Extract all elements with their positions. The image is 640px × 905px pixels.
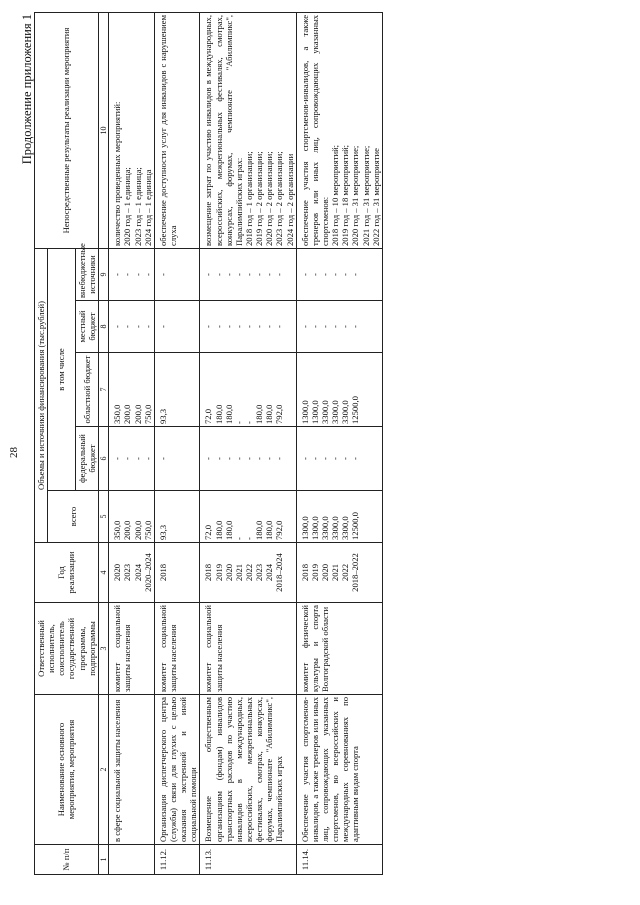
activity-name: Организация диспетчерского центра (службы) связи для глухих с целью оказания экстренной и иной социальной помощи bbox=[154, 695, 200, 845]
extrabudget-amounts-line: - bbox=[223, 273, 234, 276]
years-list-line: 2023 bbox=[254, 563, 265, 582]
federal-amounts-line: - bbox=[254, 457, 265, 460]
extrabudget-amounts-line: - bbox=[243, 273, 254, 276]
header-num: № п/п bbox=[35, 845, 99, 875]
years-list-line: 2018 bbox=[203, 563, 214, 582]
extrabudget-amounts bbox=[109, 248, 155, 300]
results-list-line: 2020 год – 2 организации; bbox=[264, 151, 275, 246]
results-list-line: 2022 год – 31 мероприятие bbox=[370, 148, 381, 246]
extrabudget-amounts-line: - bbox=[213, 273, 224, 276]
total-amounts-line: 200,0 bbox=[122, 520, 133, 540]
years-list-line: 2021 bbox=[330, 563, 341, 582]
results-list-line: 2021 год – 31 мероприятие; bbox=[360, 145, 371, 246]
results-list-line: количество проведенных мероприятий: bbox=[112, 101, 123, 246]
index-cell: 7 bbox=[98, 353, 108, 427]
local-amounts-line: - bbox=[243, 325, 254, 328]
federal-amounts bbox=[200, 427, 296, 491]
local-amounts-line: - bbox=[254, 325, 265, 328]
local-amounts bbox=[154, 301, 200, 353]
responsible-executor: комитет социальной защиты населения bbox=[200, 603, 296, 695]
federal-amounts-line: - bbox=[243, 457, 254, 460]
regional-amounts-line: 72,0 bbox=[203, 408, 214, 424]
federal-amounts-line: - bbox=[213, 457, 224, 460]
extrabudget-amounts-line: - bbox=[132, 273, 143, 276]
local-amounts-line: - bbox=[157, 325, 168, 328]
federal-amounts-line: - bbox=[157, 457, 168, 460]
table-row bbox=[154, 12, 200, 874]
federal-amounts bbox=[154, 427, 200, 491]
total-amounts-line: 12500,0 bbox=[350, 512, 361, 540]
extrabudget-amounts-line: - bbox=[142, 273, 153, 276]
total-amounts-line: - bbox=[233, 537, 244, 540]
regional-amounts bbox=[296, 353, 382, 427]
regional-amounts-line: 180,0 bbox=[213, 404, 224, 424]
federal-amounts-line: - bbox=[142, 457, 153, 460]
years-list-line: 2019 bbox=[309, 563, 320, 582]
total-amounts bbox=[200, 491, 296, 543]
total-amounts-line: 350,0 bbox=[112, 520, 123, 540]
regional-amounts-line: 180,0 bbox=[264, 404, 275, 424]
regional-amounts-line: 180,0 bbox=[223, 404, 234, 424]
header-name: Наименование основного мероприятия, мероприятия bbox=[35, 695, 99, 845]
table-row bbox=[296, 12, 382, 874]
federal-amounts-line: - bbox=[340, 457, 351, 460]
index-cell: 3 bbox=[98, 603, 108, 695]
index-cell: 1 bbox=[98, 845, 108, 875]
regional-amounts-line: 200,0 bbox=[132, 404, 143, 424]
results-list-line: 2019 год – 2 организации; bbox=[254, 151, 265, 246]
index-cell: 5 bbox=[98, 491, 108, 543]
local-amounts-line: - bbox=[213, 325, 224, 328]
total-amounts-line: 180,0 bbox=[223, 520, 234, 540]
header-regional: областной бюджет bbox=[75, 353, 98, 427]
local-amounts-line: - bbox=[330, 325, 341, 328]
results-list-line: 2018 год – 10 мероприятий; bbox=[330, 144, 341, 246]
local-amounts bbox=[200, 301, 296, 353]
years-list-line: 2018–2024 bbox=[274, 553, 285, 592]
results-list bbox=[200, 12, 296, 248]
results-list-line: 2024 год – 2 организации bbox=[284, 153, 295, 246]
results-list-line: возмещение затрат по участию инвалидов в международных, всероссийских, межрегиональных фестивалях, смотрах, конкурсах, форумах, чемпионате "Абилимпикс", Паралимпийских играх: bbox=[203, 14, 244, 246]
regional-amounts-line: 750,0 bbox=[142, 404, 153, 424]
results-list-line: 2018 год – 1 организации; bbox=[243, 151, 254, 246]
years-list-line: 2020 bbox=[319, 563, 330, 582]
years-list-line: 2018 bbox=[157, 563, 168, 582]
extrabudget-amounts-line: - bbox=[319, 273, 330, 276]
local-amounts bbox=[296, 301, 382, 353]
total-amounts bbox=[109, 491, 155, 543]
index-cell: 8 bbox=[98, 301, 108, 353]
total-amounts-line: 72,0 bbox=[203, 524, 214, 540]
years-list-line: 2024 bbox=[132, 563, 143, 582]
header-extrabudget: внебюджетные источники bbox=[75, 248, 98, 300]
years-list-line: 2021 bbox=[233, 563, 244, 582]
extrabudget-amounts-line: - bbox=[122, 273, 133, 276]
activity-name: Возмещение общественным организациям (фондам) инвалидов транспортных расходов по участию инвалидов в международных, всероссийских, межрегиональных фестивалях, смотрах, конкурсах, форумах, чемпионате "Абилимпикс", Паралимпийских играх bbox=[200, 695, 296, 845]
years-list-line: 2019 bbox=[213, 563, 224, 582]
responsible-executor: комитет социальной защиты населения bbox=[109, 603, 155, 695]
federal-amounts-line: - bbox=[264, 457, 275, 460]
years-list-line: 2020 bbox=[112, 563, 123, 582]
federal-amounts-line: - bbox=[233, 457, 244, 460]
table-row bbox=[200, 12, 296, 874]
regional-amounts-line: 3300,0 bbox=[330, 400, 341, 424]
results-list bbox=[109, 12, 155, 248]
total-amounts-line: 180,0 bbox=[264, 520, 275, 540]
total-amounts-line: 792,0 bbox=[274, 520, 285, 540]
federal-amounts-line: - bbox=[330, 457, 341, 460]
total-amounts-line: 3300,0 bbox=[319, 516, 330, 540]
extrabudget-amounts-line: - bbox=[340, 273, 351, 276]
regional-amounts-line: 1300,0 bbox=[299, 400, 310, 424]
total-amounts-line: 3300,0 bbox=[330, 516, 341, 540]
row-number: 11.12. bbox=[154, 845, 200, 875]
local-amounts-line: - bbox=[299, 325, 310, 328]
header-local: местный бюджет bbox=[75, 301, 98, 353]
index-cell: 2 bbox=[98, 695, 108, 845]
federal-amounts-line: - bbox=[274, 457, 285, 460]
local-amounts-line: - bbox=[112, 325, 123, 328]
table-row bbox=[109, 12, 155, 874]
table-header bbox=[35, 12, 109, 874]
header-federal: федеральный бюджет bbox=[75, 427, 98, 491]
row-number: 11.13. bbox=[200, 845, 296, 875]
local-amounts-line: - bbox=[233, 325, 244, 328]
regional-amounts bbox=[109, 353, 155, 427]
extrabudget-amounts-line: - bbox=[330, 273, 341, 276]
extrabudget-amounts bbox=[296, 248, 382, 300]
column-index-row bbox=[98, 12, 108, 874]
years-list-line: 2020–2024 bbox=[142, 553, 153, 592]
regional-amounts-line: 3300,0 bbox=[319, 400, 330, 424]
results-list-line: 2019 год – 18 мероприятий; bbox=[340, 144, 351, 246]
total-amounts bbox=[154, 491, 200, 543]
extrabudget-amounts-line: - bbox=[350, 273, 361, 276]
results-list-line: 2020 год – 1 единица; bbox=[122, 167, 133, 246]
results-list bbox=[154, 12, 200, 248]
extrabudget-amounts-line: - bbox=[299, 273, 310, 276]
local-amounts-line: - bbox=[274, 325, 285, 328]
years-list bbox=[296, 543, 382, 603]
extrabudget-amounts-line: - bbox=[203, 273, 214, 276]
index-cell: 9 bbox=[98, 248, 108, 300]
header-responsible: Ответственный исполнитель, соисполнитель государственной программы, подпрограммы bbox=[35, 603, 99, 695]
extrabudget-amounts-line: - bbox=[112, 273, 123, 276]
local-amounts-line: - bbox=[122, 325, 133, 328]
results-list-line: 2024 год – 1 единица bbox=[142, 169, 153, 246]
federal-amounts-line: - bbox=[319, 457, 330, 460]
regional-amounts-line: 792,0 bbox=[274, 404, 285, 424]
total-amounts-line: 3300,0 bbox=[340, 516, 351, 540]
regional-amounts-line: 93,3 bbox=[157, 408, 168, 424]
extrabudget-amounts-line: - bbox=[254, 273, 265, 276]
years-list-line: 2018 bbox=[299, 563, 310, 582]
federal-amounts-line: - bbox=[122, 457, 133, 460]
program-table bbox=[34, 12, 383, 875]
activity-name: Обеспечение участия спортсменов-инвалидов, а также тренеров или иных лиц, сопровождающих указанных спортсменов, во всероссийских и международных соревнованиях по адаптивным видам спорта bbox=[296, 695, 382, 845]
header-including: в том числе bbox=[48, 248, 75, 490]
local-amounts-line: - bbox=[203, 325, 214, 328]
total-amounts-line: 200,0 bbox=[132, 520, 143, 540]
total-amounts-line: 1300,0 bbox=[309, 516, 320, 540]
total-amounts-line: 750,0 bbox=[142, 520, 153, 540]
index-cell: 6 bbox=[98, 427, 108, 491]
responsible-executor: комитет социальной защиты населения bbox=[154, 603, 200, 695]
local-amounts bbox=[109, 301, 155, 353]
local-amounts-line: - bbox=[319, 325, 330, 328]
federal-amounts bbox=[296, 427, 382, 491]
local-amounts-line: - bbox=[350, 325, 361, 328]
regional-amounts-line: 350,0 bbox=[112, 404, 123, 424]
results-list-line: обеспечение участия спортсменов-инвалидов, а также тренеров или иных лиц, сопровождающих указанных спортсменов: bbox=[299, 14, 330, 246]
local-amounts-line: - bbox=[223, 325, 234, 328]
years-list-line: 2022 bbox=[340, 563, 351, 582]
regional-amounts-line: 3300,0 bbox=[340, 400, 351, 424]
years-list-line: 2023 bbox=[122, 563, 133, 582]
extrabudget-amounts bbox=[200, 248, 296, 300]
years-list-line: 2018–2022 bbox=[350, 553, 361, 592]
regional-amounts-line: 12500,0 bbox=[350, 396, 361, 424]
regional-amounts-line: - bbox=[243, 421, 254, 424]
federal-amounts-line: - bbox=[309, 457, 320, 460]
table-body bbox=[109, 12, 383, 874]
regional-amounts-line: 200,0 bbox=[122, 404, 133, 424]
federal-amounts bbox=[109, 427, 155, 491]
extrabudget-amounts bbox=[154, 248, 200, 300]
extrabudget-amounts-line: - bbox=[274, 273, 285, 276]
activity-name: в сфере социальной защиты населения bbox=[109, 695, 155, 845]
extrabudget-amounts-line: - bbox=[264, 273, 275, 276]
continuation-title: Продолжение приложения 1 bbox=[20, 14, 34, 165]
results-list-line: 2023 год – 2 организации; bbox=[274, 151, 285, 246]
header-year: Год реализации bbox=[35, 543, 99, 603]
federal-amounts-line: - bbox=[203, 457, 214, 460]
local-amounts-line: - bbox=[264, 325, 275, 328]
regional-amounts-line: 1300,0 bbox=[309, 400, 320, 424]
total-amounts-line: - bbox=[243, 537, 254, 540]
total-amounts-line: 1300,0 bbox=[299, 516, 310, 540]
header-funding: Объемы и источники финансирования (тыс.рублей) bbox=[35, 248, 48, 542]
header-total: всего bbox=[48, 491, 99, 543]
results-list-line: 2020 год – 31 мероприятие; bbox=[350, 145, 361, 246]
local-amounts-line: - bbox=[132, 325, 143, 328]
regional-amounts-line: - bbox=[233, 421, 244, 424]
federal-amounts-line: - bbox=[112, 457, 123, 460]
federal-amounts-line: - bbox=[223, 457, 234, 460]
page-number: 28 bbox=[8, 447, 20, 458]
extrabudget-amounts-line: - bbox=[157, 273, 168, 276]
years-list bbox=[109, 543, 155, 603]
regional-amounts bbox=[154, 353, 200, 427]
regional-amounts bbox=[200, 353, 296, 427]
federal-amounts-line: - bbox=[350, 457, 361, 460]
results-list-line: обеспечение доступности услуг для инвалидов с нарушением слуха bbox=[157, 14, 178, 246]
row-number: 11.14. bbox=[296, 845, 382, 875]
years-list-line: 2024 bbox=[264, 563, 275, 582]
local-amounts-line: - bbox=[309, 325, 320, 328]
total-amounts bbox=[296, 491, 382, 543]
total-amounts-line: 180,0 bbox=[213, 520, 224, 540]
extrabudget-amounts-line: - bbox=[233, 273, 244, 276]
row-number bbox=[109, 845, 155, 875]
extrabudget-amounts-line: - bbox=[309, 273, 320, 276]
federal-amounts-line: - bbox=[132, 457, 143, 460]
header-results: Непосредственные результаты реализации мероприятия bbox=[35, 12, 99, 248]
local-amounts-line: - bbox=[142, 325, 153, 328]
index-cell: 10 bbox=[98, 12, 108, 248]
responsible-executor: комитет физической культуры и спорта Волгоградской области bbox=[296, 603, 382, 695]
years-list-line: 2022 bbox=[243, 563, 254, 582]
total-amounts-line: 93,3 bbox=[157, 524, 168, 540]
years-list bbox=[154, 543, 200, 603]
results-list bbox=[296, 12, 382, 248]
years-list-line: 2020 bbox=[223, 563, 234, 582]
years-list bbox=[200, 543, 296, 603]
local-amounts-line: - bbox=[340, 325, 351, 328]
results-list-line: 2023 год – 1 единица; bbox=[132, 167, 143, 246]
index-cell: 4 bbox=[98, 543, 108, 603]
regional-amounts-line: 180,0 bbox=[254, 404, 265, 424]
total-amounts-line: 180,0 bbox=[254, 520, 265, 540]
federal-amounts-line: - bbox=[299, 457, 310, 460]
